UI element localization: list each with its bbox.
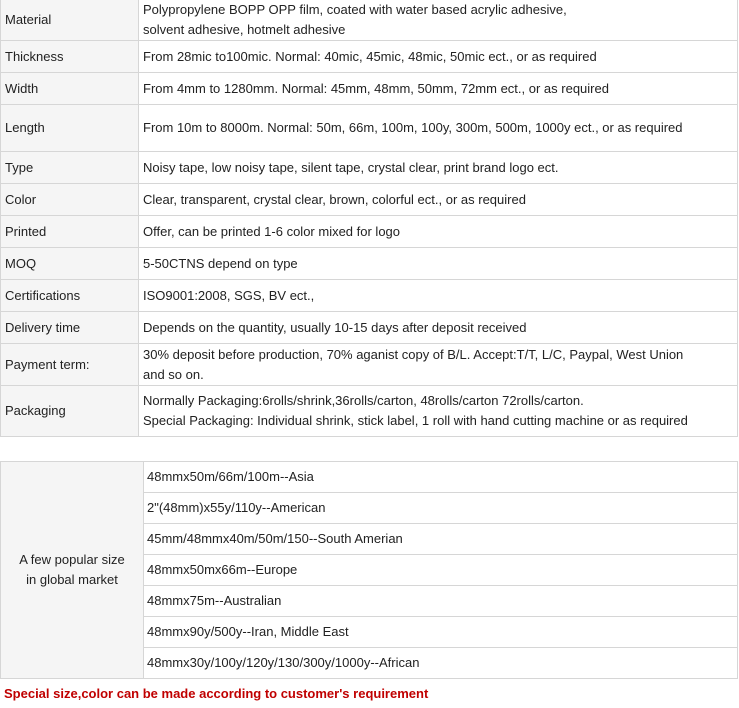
spec-label: Color (1, 184, 139, 216)
spec-label: Printed (1, 216, 139, 248)
size-item: 45mm/48mmx40m/50m/150--South Amerian (144, 524, 738, 555)
spec-value (139, 105, 738, 152)
spec-value-line: Special Packaging: Individual shrink, stick label, 1 roll with hand cutting machine or as required (143, 413, 688, 428)
spec-row (1, 73, 738, 105)
spec-label: Certifications (1, 280, 139, 312)
spec-value (139, 248, 738, 280)
spec-value (139, 73, 738, 105)
spec-value (139, 280, 738, 312)
spec-value-line: From 4mm to 1280mm. Normal: 45mm, 48mm, 50mm, 72mm ect., or as required (143, 80, 609, 96)
spec-value-line: Noisy tape, low noisy tape, silent tape, crystal clear, print brand logo ect. (143, 159, 559, 175)
spec-label: Length (1, 105, 139, 152)
spec-row (1, 184, 738, 216)
size-item: 48mmx75m--Australian (144, 586, 738, 617)
spec-value (139, 184, 738, 216)
spec-row (1, 105, 738, 152)
popular-size-label (1, 462, 144, 679)
spec-label: Thickness (1, 41, 139, 73)
size-item: 48mmx90y/500y--Iran, Middle East (144, 617, 738, 648)
size-item: 2"(48mm)x55y/110y--American (144, 493, 738, 524)
spec-label: Material (1, 0, 139, 41)
spec-value-line: solvent adhesive, hotmelt adhesive (143, 21, 346, 37)
spec-label: Width (1, 73, 139, 105)
spec-value (139, 152, 738, 184)
spec-value (139, 344, 738, 386)
spec-row (1, 0, 738, 41)
popular-sizes-table (0, 461, 738, 679)
size-row (1, 462, 738, 493)
special-requirement-note: Special size,color can be made according to customer's requirement (4, 686, 429, 701)
spec-value-line: Polypropylene BOPP OPP film, coated with water based acrylic adhesive, (143, 1, 567, 17)
spec-row (1, 152, 738, 184)
spec-value-line: From 28mic to100mic. Normal: 40mic, 45mic, 48mic, 50mic ect., or as required (143, 48, 597, 64)
spec-value-line: ISO9001:2008, SGS, BV ect., (143, 287, 315, 303)
spec-row (1, 312, 738, 344)
spec-label: Delivery time (1, 312, 139, 344)
spec-row (1, 386, 738, 437)
spec-value (139, 41, 738, 73)
spec-row (1, 344, 738, 386)
spec-value-line: 5-50CTNS depend on type (143, 255, 298, 271)
spec-value-line: Normally Packaging:6rolls/shrink,36rolls/carton, 48rolls/carton 72rolls/carton. (143, 393, 584, 408)
spec-value (139, 312, 738, 344)
popular-size-label-line: in global market (26, 572, 118, 587)
spec-value-line: and so on. (143, 366, 204, 382)
size-item: 48mmx50m/66m/100m--Asia (144, 462, 738, 493)
spec-label: Packaging (1, 386, 139, 437)
spec-label: Payment term: (1, 344, 139, 386)
spec-label: Type (1, 152, 139, 184)
spec-value (139, 0, 738, 41)
spec-row (1, 41, 738, 73)
spec-value (139, 216, 738, 248)
size-item: 48mmx50mx66m--Europe (144, 555, 738, 586)
spec-row (1, 248, 738, 280)
spec-row (1, 280, 738, 312)
spec-value-line: 30% deposit before production, 70% aganist copy of B/L. Accept:T/T, L/C, Paypal, West Union (143, 346, 684, 362)
size-item: 48mmx30y/100y/120y/130/300y/1000y--African (144, 648, 738, 679)
spec-value-line: Clear, transparent, crystal clear, brown, colorful ect., or as required (143, 191, 526, 207)
spec-value (139, 386, 738, 437)
spec-value-line: Depends on the quantity, usually 10-15 days after deposit received (143, 319, 527, 335)
popular-size-label-line: A few popular size (19, 552, 125, 567)
spec-value-line: Offer, can be printed 1-6 color mixed for logo (143, 223, 401, 239)
spec-row (1, 216, 738, 248)
spec-value-line: From 10m to 8000m. Normal: 50m, 66m, 100m, 100y, 300m, 500m, 1000y ect., or as required (143, 120, 683, 135)
spec-label: MOQ (1, 248, 139, 280)
